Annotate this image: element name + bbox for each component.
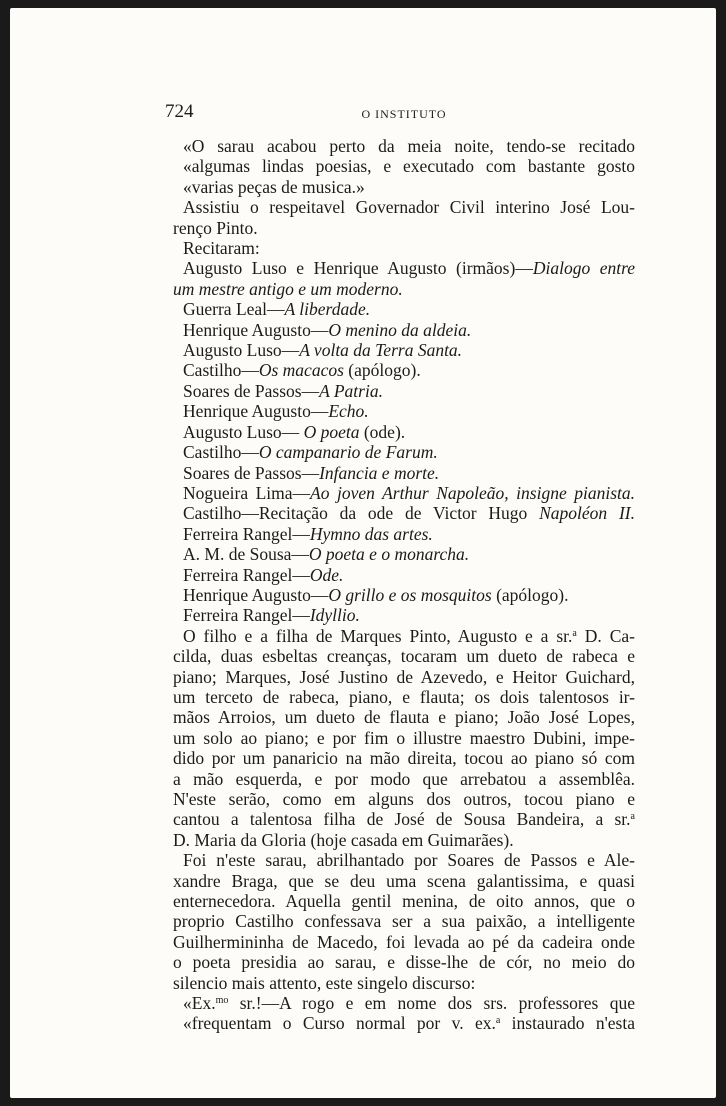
text-run: Foi n'este sarau, abrilhantado por Soares de Passos e Ale-: [183, 850, 635, 871]
text-line: [173, 381, 635, 401]
text-line: [173, 585, 635, 605]
text-line: [173, 830, 635, 850]
text-line: [173, 993, 635, 1013]
text-run: Recitaram:: [183, 238, 260, 259]
text-run: D. Ca-: [576, 625, 635, 646]
text-line: [173, 238, 635, 258]
text-run: um terceto de rabeca, piano, e flauta; os dois talentosos ir-: [173, 686, 635, 707]
text-line: [173, 279, 635, 299]
text-run: Assistiu o respeitavel Governador Civil interino José Lou-: [183, 197, 635, 218]
text-line: [173, 136, 635, 156]
text-line: [173, 973, 635, 993]
text-run: Castilho—: [183, 442, 259, 463]
text-line: [173, 891, 635, 911]
text-run: «Ex.: [183, 993, 216, 1014]
italic-text: Hymno das artes.: [309, 523, 433, 544]
text-run: A. M. de Sousa—: [183, 544, 309, 565]
text-line: [173, 422, 635, 442]
text-line: [173, 769, 635, 789]
text-line: [173, 524, 635, 544]
text-run: Henrique Augusto—: [183, 584, 329, 605]
italic-text: Dialogo entre: [532, 258, 635, 279]
text-line: [173, 911, 635, 931]
text-line: [173, 605, 635, 625]
text-line: [173, 850, 635, 870]
text-line: [173, 483, 635, 503]
italic-text: A liberdade.: [284, 299, 371, 320]
text-run: Castilho—Recitação da ode de Victor Hugo: [183, 503, 540, 524]
text-run: proprio Castilho confessava ser a sua paixão, a intelligente: [173, 911, 635, 932]
text-line: [173, 401, 635, 421]
text-run: «algumas lindas poesias, e executado com bastante gosto: [183, 156, 635, 177]
italic-text: O grillo e os mosquitos: [328, 584, 492, 605]
text-line: [173, 789, 635, 809]
text-line: [173, 932, 635, 952]
text-line: [173, 1013, 635, 1033]
text-line: [173, 707, 635, 727]
text-run: renço Pinto.: [173, 217, 258, 238]
text-run: Soares de Passos—: [183, 462, 320, 483]
superscript: a: [630, 811, 635, 823]
text-line: [173, 503, 635, 523]
italic-text: Infancia e morte.: [319, 462, 440, 483]
text-line: [173, 871, 635, 891]
text-run: mãos Arroios, um dueto de flauta e piano; João José Lopes,: [173, 707, 635, 728]
text-run: Castilho—: [183, 360, 259, 381]
text-line: [173, 442, 635, 462]
italic-text: Idyllio.: [309, 605, 360, 626]
italic-text: O campanario de Farum.: [258, 442, 438, 463]
text-run: Henrique Augusto—: [183, 401, 329, 422]
running-title: O INSTITUTO: [361, 107, 447, 121]
text-run: Guerra Leal—: [183, 299, 285, 320]
text-line: [173, 626, 635, 646]
text-run: (apólogo).: [343, 360, 421, 381]
text-line: [173, 156, 635, 176]
text-run: «frequentam o Curso normal por v. ex.: [183, 1013, 496, 1034]
page-content: [165, 101, 635, 1034]
text-run: «O sarau acabou perto da meia noite, tendo-se recitado: [183, 136, 635, 156]
text-run: sr.!—A rogo e em nome dos srs. professores que: [228, 993, 635, 1014]
italic-text: A Patria.: [319, 380, 383, 401]
text-run: O filho e a filha de Marques Pinto, Augusto e a sr.: [183, 625, 573, 646]
text-run: enternecedora. Aquella gentil menina, de oito annos, que o: [173, 891, 635, 912]
text-run: Guilhermininha de Macedo, foi levada ao pé da cadeira onde: [173, 931, 635, 952]
text-line: [173, 340, 635, 360]
text-run: Augusto Luso—: [183, 421, 304, 442]
italic-text: Echo.: [328, 401, 369, 422]
page-header: [165, 101, 635, 136]
book-page: [10, 8, 716, 1098]
text-run: piano; Marques, José Justino de Azevedo, e Heitor Guichard,: [173, 666, 635, 687]
text-line: [173, 952, 635, 972]
text-run: Ferreira Rangel—: [183, 523, 310, 544]
text-run: Nogueira Lima—: [183, 482, 311, 503]
text-run: Ferreira Rangel—: [183, 605, 310, 626]
text-run: um solo ao piano; e por fim o illustre maestro Dubini, impe-: [173, 727, 635, 748]
text-line: [173, 218, 635, 238]
text-run: o poeta presidia ao sarau, e disse-lhe de cór, no meio do: [173, 952, 635, 973]
italic-text: Os macacos: [258, 360, 344, 381]
italic-text: O poeta e o monarcha.: [308, 544, 470, 565]
text-run: N'este serão, como em alguns dos outros, tocou piano e: [173, 789, 635, 809]
text-run: instaurado n'esta: [500, 1013, 635, 1034]
text-run: cantou a talentosa filha de José de Sousa Bandeira, a sr.: [173, 809, 631, 830]
italic-text: Ode.: [309, 564, 344, 585]
text-run: (ode).: [359, 421, 406, 442]
page-number: 724: [165, 101, 194, 122]
text-run: Augusto Luso—: [183, 340, 300, 361]
text-line: [173, 299, 635, 319]
text-line: [173, 544, 635, 564]
text-line: [173, 748, 635, 768]
text-run: Ferreira Rangel—: [183, 564, 310, 585]
superscript: mo: [215, 995, 229, 1007]
text-line: [173, 258, 635, 278]
text-line: [173, 197, 635, 217]
text-run: Augusto Luso e Henrique Augusto (irmãos)—: [183, 258, 533, 279]
text-line: [173, 667, 635, 687]
text-line: [173, 320, 635, 340]
italic-text: um mestre antigo e um moderno.: [173, 278, 403, 299]
text-run: Henrique Augusto—: [183, 319, 329, 340]
superscript: a: [572, 627, 577, 639]
text-run: (apólogo).: [491, 584, 569, 605]
text-line: [173, 360, 635, 380]
italic-text: A volta da Terra Santa.: [299, 340, 463, 361]
text-line: [173, 687, 635, 707]
text-line: [173, 177, 635, 197]
italic-text: O poeta: [303, 421, 360, 442]
body-text: [173, 136, 635, 1034]
text-line: [173, 728, 635, 748]
text-run: «varias peças de musica.»: [183, 176, 365, 197]
text-run: Soares de Passos—: [183, 380, 320, 401]
italic-text: O menino da aldeia.: [328, 319, 472, 340]
text-run: cilda, duas esbeltas creanças, tocaram um dueto de rabeca e: [173, 646, 635, 667]
text-line: [173, 809, 635, 829]
text-line: [173, 565, 635, 585]
text-run: silencio mais attento, este singelo discurso:: [173, 972, 476, 993]
italic-text: Napoléon II.: [539, 503, 635, 524]
text-run: a mão esquerda, e por modo que arrebatou a assemblêa.: [173, 768, 635, 789]
text-run: xandre Braga, que se deu uma scena galantissima, e quasi: [173, 870, 635, 891]
italic-text: Ao joven Arthur Napoleão, insigne pianista.: [310, 482, 635, 503]
text-run: D. Maria da Gloria (hoje casada em Guimarães).: [173, 829, 514, 850]
text-run: dido por um panaricio na mão direita, tocou ao piano só com: [173, 748, 635, 769]
text-line: [173, 646, 635, 666]
text-line: [173, 463, 635, 483]
superscript: a: [495, 1015, 501, 1027]
